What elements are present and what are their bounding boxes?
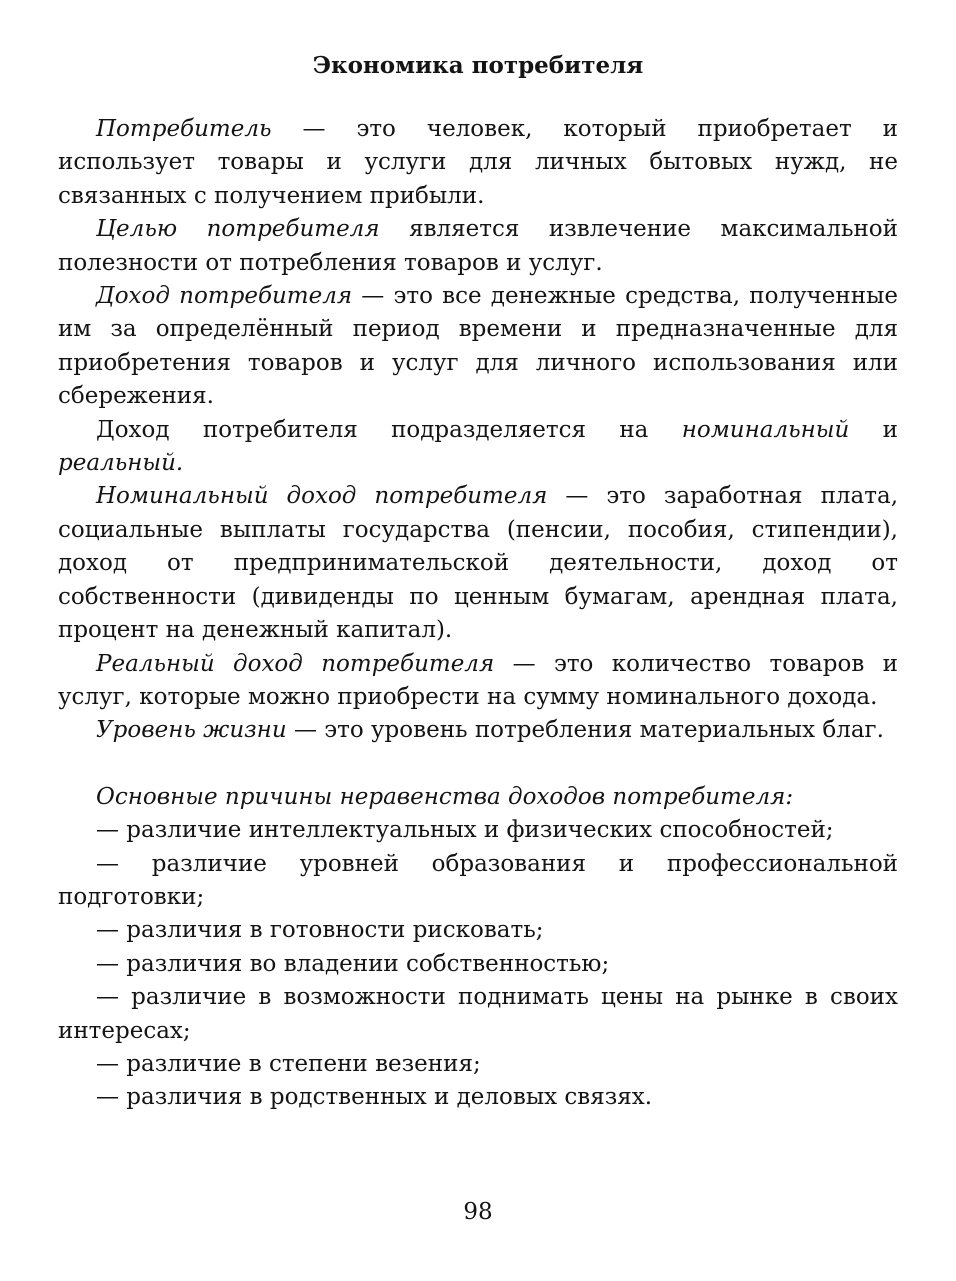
list-item: — различия в родственных и деловых связях. — [96, 1084, 653, 1111]
definition-consumer-income: — это все денежные средства, полученные им за определённый период времени и предназначенные для приобретения товаров и услуг для личного использования или сбережения. — [58, 283, 898, 410]
definition-nominal-income: — это заработная плата, социальные выплаты государства (пенсии, пособия, стипендии), доход от предпринимательской деятельности, доход от собственности (дивиденды по ценным бумагам, арендная плата, процент на денежный капитал). — [58, 483, 899, 644]
paragraph-income-division — [58, 414, 898, 481]
list-item: — различие интеллектуальных и физических способностей; — [96, 817, 834, 844]
inequality-list-heading: Основные причины неравенства доходов потребителя: — [96, 783, 794, 810]
definition-consumer: — это человек, который приобретает и использует товары и услуги для личных бытовых нужд, не связанных с получением прибыли. — [58, 116, 898, 209]
page-title: Экономика потребителя — [312, 52, 644, 79]
term-real: реальный. — [58, 450, 184, 477]
paragraph-nominal-income — [58, 480, 898, 647]
list-item: — различие уровней образования и профессиональной подготовки; — [58, 850, 898, 910]
list-item: — различия во владении собственностью; — [96, 950, 610, 977]
paragraph-living-standard — [58, 714, 898, 747]
definition-consumer-goal: является извлечение максимальной полезности от потребления товаров и услуг. — [58, 216, 898, 276]
term-consumer: Потребитель — [96, 116, 272, 142]
income-division-text-middle: и — [849, 416, 898, 443]
inequality-list — [58, 814, 898, 1115]
term-nominal-income: Номинальный доход потребителя — [96, 483, 548, 510]
list-item: — различие в возможности поднимать цены на рынке в своих интересах; — [58, 984, 898, 1044]
document-page — [58, 50, 898, 1115]
paragraph-real-income — [58, 648, 898, 715]
term-consumer-income: Доход потребителя — [96, 283, 353, 310]
definition-real-income: — это количество товаров и услуг, которые можно приобрести на сумму номинального дохода. — [58, 650, 898, 710]
term-nominal: номинальный — [681, 416, 850, 443]
term-living-standard: Уровень жизни — [96, 717, 287, 744]
term-real-income: Реальный доход потребителя — [96, 650, 495, 677]
page-number: 98 — [463, 1199, 493, 1225]
list-item: — различие в степени везения; — [96, 1050, 481, 1077]
definition-living-standard: — это уровень потребления материальных благ. — [286, 717, 884, 744]
paragraph-consumer-goal — [58, 213, 898, 280]
income-division-text-start: Доход потребителя подразделяется на — [96, 416, 682, 443]
list-item: — различия в готовности рисковать; — [96, 917, 544, 944]
paragraph-consumer — [58, 113, 898, 213]
paragraph-consumer-income — [58, 280, 898, 414]
section-spacer — [58, 748, 898, 781]
term-consumer-goal: Целью потребителя — [96, 216, 380, 243]
